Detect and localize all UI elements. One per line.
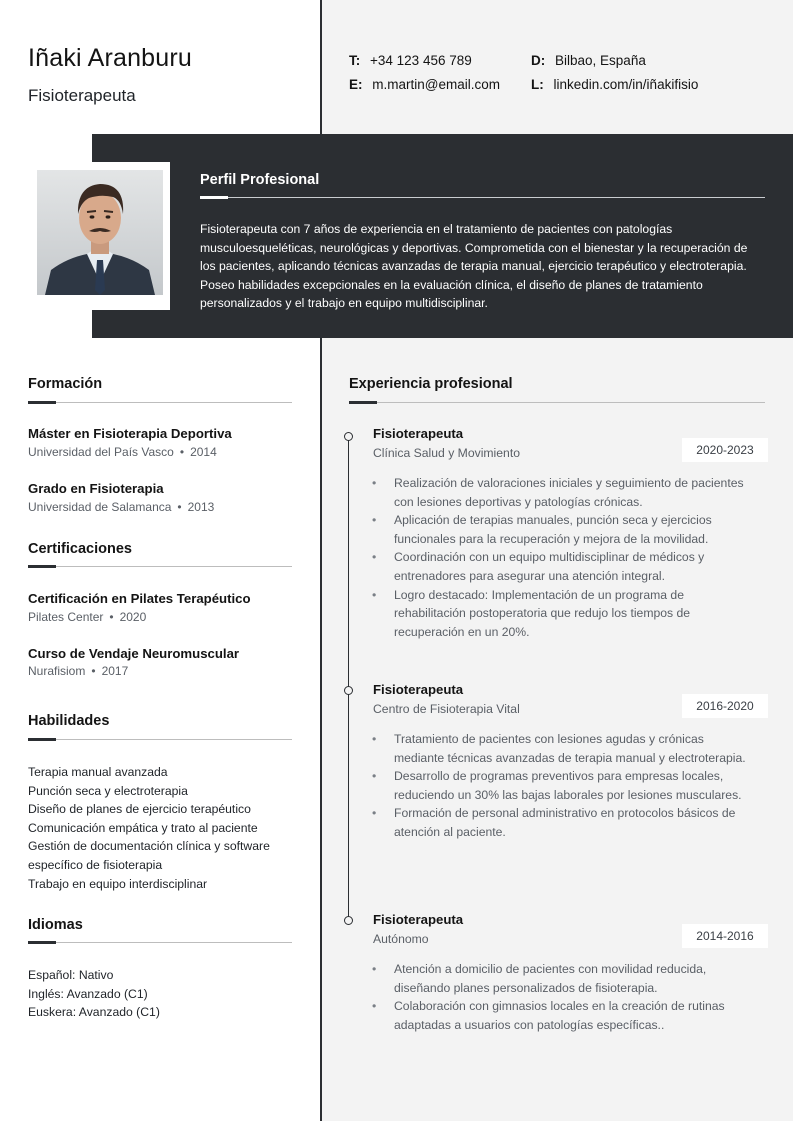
education-item-sub: Universidad del País Vasco • 2014 — [28, 445, 217, 459]
skill-item: Trabajo en equipo interdisciplinar — [28, 876, 208, 891]
job-dates: 2020-2023 — [682, 438, 768, 462]
job-bullet: • Colaboración con gimnasios locales en la creación de rutinas adaptadas a usuarios con patologías específicas.. — [372, 997, 747, 1034]
job-bullet: • Logro destacado: Implementación de un programa de rehabilitación postoperatoria que redujo los tiempos de recuperación en un 20%. — [372, 586, 747, 642]
job-dates: 2014-2016 — [682, 924, 768, 948]
contact-linkedin — [531, 77, 698, 92]
certification-item-sub: Nurafisiom • 2017 — [28, 664, 129, 678]
job-bullet: • Coordinación con un equipo multidisciplinar de médicos y entrenadores para asegurar una atención integral. — [372, 548, 747, 585]
experience-rule — [349, 402, 765, 403]
phone-label: T: — [349, 53, 361, 68]
linkedin-value: linkedin.com/in/iñakifisio — [553, 77, 699, 92]
skills-list — [28, 763, 270, 893]
job-bullet: • Tratamiento de pacientes con lesiones agudas y crónicas mediante técnicas avanzadas de terapia manual y electroterapia. — [372, 730, 747, 767]
phone-value: +34 123 456 789 — [370, 53, 472, 68]
contact-location — [531, 53, 646, 68]
language-item: Inglés: Avanzado (C1) — [28, 986, 148, 1001]
languages-list — [28, 966, 160, 1022]
location-label: D: — [531, 53, 546, 68]
timeline-line — [348, 437, 349, 920]
job-title: Fisioterapeuta — [373, 682, 464, 697]
portrait-illustration — [37, 170, 163, 295]
certification-place: Nurafisiom — [28, 664, 86, 678]
profile-summary: Fisioterapeuta con 7 años de experiencia en el tratamiento de pacientes con patologías musculoesqueléticas, neurológicas y deportivas. Comprometida con el bienestar y la recuperación de los pacientes, aplicando técnicas avanzadas de terapia manual, ejercicio terapéutico y electroterapia. Poseo habilidades excepcionales en la evaluación clínica, el diseño de planes de tratamiento personalizados y el trabajo en equipo multidisciplinar. — [200, 222, 748, 311]
languages-rule — [28, 942, 292, 943]
photo-frame — [28, 162, 170, 310]
contact-phone — [349, 53, 472, 68]
job-bullets — [372, 960, 747, 1034]
job-company: Autónomo — [373, 932, 429, 946]
profile-title: Perfil Profesional — [200, 172, 320, 188]
language-item: Euskera: Avanzado (C1) — [28, 1005, 160, 1020]
certification-year: 2017 — [101, 664, 129, 678]
certification-item-title: Certificación en Pilates Terapéutico — [28, 591, 251, 606]
language-item: Español: Nativo — [28, 968, 114, 982]
certifications-rule — [28, 566, 292, 567]
education-year: 2014 — [190, 445, 217, 459]
education-place: Universidad del País Vasco — [28, 445, 174, 459]
job-title: Fisioterapeuta — [373, 426, 464, 441]
skills-rule — [28, 739, 292, 740]
job-bullet: • Aplicación de terapias manuales, punción seca y ejercicios funcionales para la recuperación y mejora de la movilidad. — [372, 511, 747, 548]
job-bullet: • Realización de valoraciones iniciales y seguimiento de pacientes con lesiones deportivas y patologías crónicas. — [372, 474, 747, 511]
certification-item-title: Curso de Vendaje Neuromuscular — [28, 646, 240, 661]
email-label: E: — [349, 77, 363, 92]
skill-item: Comunicación empática y trato al paciente — [28, 820, 258, 835]
timeline-dot — [344, 916, 353, 925]
experience-title: Experiencia profesional — [349, 376, 513, 392]
education-item-title: Grado en Fisioterapia — [28, 481, 164, 496]
job-dates: 2016-2020 — [682, 694, 768, 718]
certification-item-sub: Pilates Center • 2020 — [28, 610, 147, 624]
certifications-title: Certificaciones — [28, 541, 132, 557]
skill-item: Punción seca y electroterapia — [28, 783, 188, 798]
education-rule — [28, 402, 292, 403]
education-year: 2013 — [187, 500, 215, 514]
linkedin-label: L: — [531, 77, 544, 92]
email-value: m.martin@email.com — [372, 77, 500, 92]
timeline-dot — [344, 432, 353, 441]
profile-rule — [200, 197, 765, 198]
skill-item: Terapia manual avanzada — [28, 765, 168, 779]
education-place: Universidad de Salamanca — [28, 500, 172, 514]
education-title: Formación — [28, 376, 103, 392]
timeline-dot — [344, 686, 353, 695]
job-company: Centro de Fisioterapia Vital — [373, 702, 520, 716]
contact-email — [349, 77, 500, 92]
education-item-sub: Universidad de Salamanca • 2013 — [28, 500, 215, 514]
certification-place: Pilates Center — [28, 610, 104, 624]
job-title: Fisioterapeuta — [373, 912, 464, 927]
job-bullets — [372, 730, 747, 842]
candidate-role: Fisioterapeuta — [28, 86, 136, 105]
job-bullets — [372, 474, 747, 641]
job-company: Clínica Salud y Movimiento — [373, 446, 520, 460]
location-value: Bilbao, España — [555, 53, 646, 68]
certification-year: 2020 — [119, 610, 147, 624]
education-item-title: Máster en Fisioterapia Deportiva — [28, 426, 232, 441]
job-bullet: • Formación de personal administrativo en protocolos básicos de atención al paciente. — [372, 804, 747, 841]
job-bullet: • Atención a domicilio de pacientes con movilidad reducida, diseñando planes personalizados de fisioterapia. — [372, 960, 747, 997]
job-bullet: • Desarrollo de programas preventivos para empresas locales, reduciendo un 30% las bajas laborales por lesiones musculares. — [372, 767, 747, 804]
skill-item: Diseño de planes de ejercicio terapéutico — [28, 802, 251, 817]
skill-item: específico de fisioterapia — [28, 857, 163, 872]
skills-title: Habilidades — [28, 713, 110, 729]
languages-title: Idiomas — [28, 917, 83, 933]
candidate-name: Iñaki Aranburu — [28, 44, 193, 72]
profile-photo — [37, 170, 163, 295]
skill-item: Gestión de documentación clínica y software — [28, 839, 270, 854]
profile-rule-accent — [200, 196, 228, 199]
